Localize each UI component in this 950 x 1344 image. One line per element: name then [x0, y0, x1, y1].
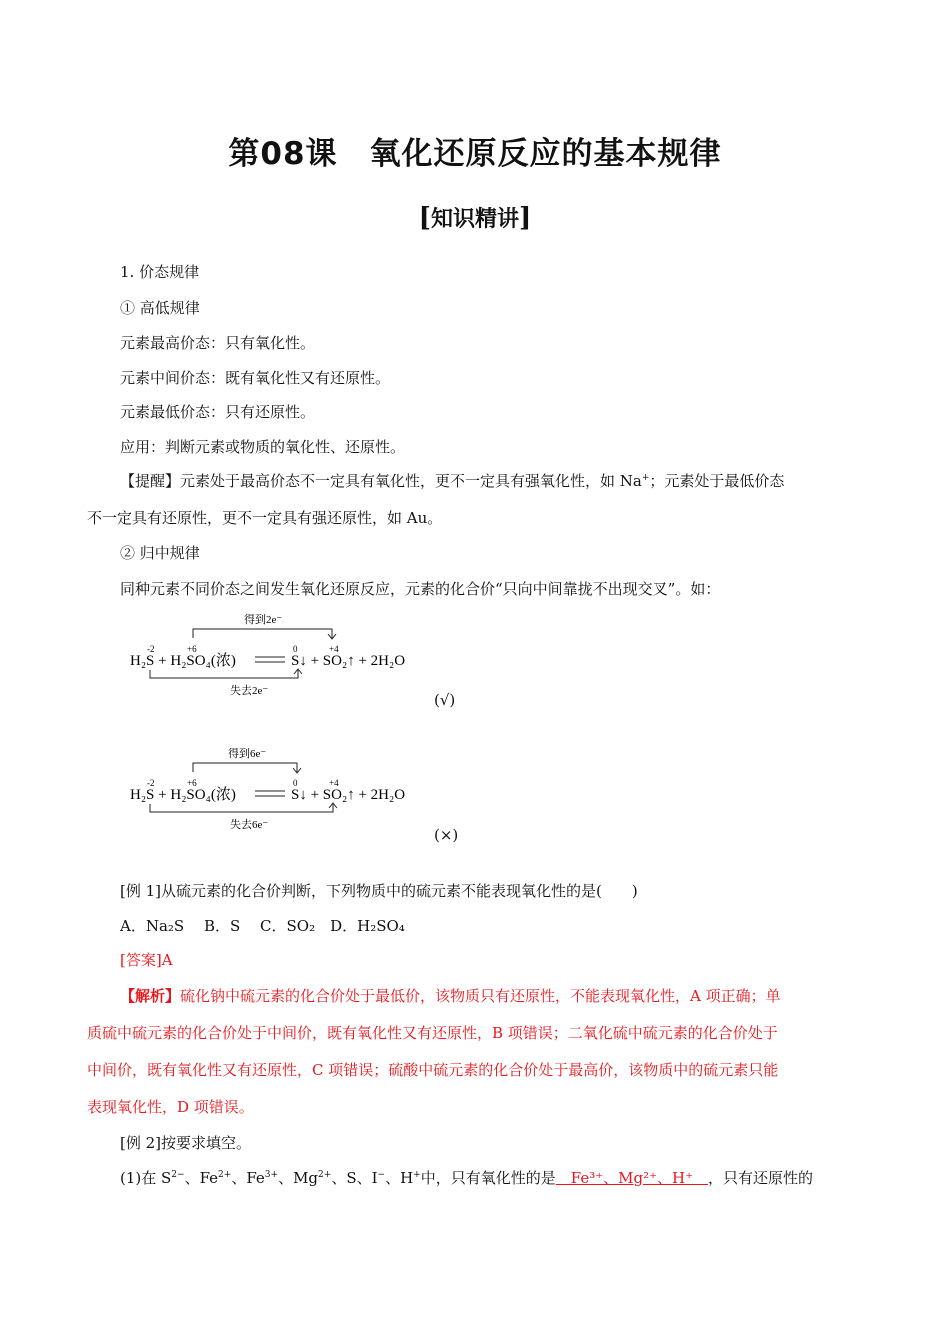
example-1-options: A．Na₂S B．S C．SO₂ D．H₂SO₄ [120, 917, 405, 935]
text-fragment: (1)在 S [120, 1169, 172, 1187]
tip-text: ；元素处于最低价态 [649, 472, 785, 490]
analysis-text: 硫化钠中硫元素的化合价处于最低价，该物质只有还原性，不能表现氧化性，A 项正确；单 [180, 987, 781, 1005]
analysis-line: 中间价，既有氧化性又有还原性，C 项错误；硫酸中硫元素的化合价处于最高价，该物质中的硫元素只能 [87, 1061, 779, 1079]
electron-loss-label: 失去6e⁻ [230, 819, 269, 831]
superscript: 2− [171, 1170, 185, 1180]
correct-mark: (√) [434, 691, 456, 709]
section-heading [0, 202, 950, 233]
gain-bracket [193, 629, 332, 638]
ox-state: +6 [187, 644, 197, 654]
subrule-heading-1: ① 高低规律 [120, 299, 200, 317]
text-line: 应用：判断元素或物质的氧化性、还原性。 [120, 438, 406, 456]
example-2-part-1 [120, 1168, 813, 1188]
loss-bracket [150, 670, 298, 678]
text-fragment: 、Mg [278, 1169, 319, 1187]
redox-equation-diagram-1 [120, 608, 430, 703]
text-fragment: 、Fe [184, 1169, 219, 1187]
ox-state: 0 [293, 644, 298, 654]
page-title: 第08课 氧化还原反应的基本规律 [228, 136, 722, 172]
example-1-answer: [答案]A [120, 951, 173, 969]
superscript: − [377, 1170, 386, 1180]
text-line: 同种元素不同价态之间发生氧化还原反应，元素的化合价“只向中间靠拢不出现交叉”。如： [120, 580, 721, 598]
gain-bracket [193, 763, 297, 772]
electron-gain-label: 得到6e⁻ [228, 748, 267, 760]
equation-rhs: S↓ + SO₂↑ + 2H₂O [291, 787, 406, 803]
text-line: 元素最高价态：只有氧化性。 [120, 334, 316, 352]
ox-state: -2 [147, 778, 155, 788]
superscript: + [413, 1170, 421, 1180]
ox-state: +4 [329, 644, 339, 654]
analysis-label: 【解析】 [120, 987, 181, 1005]
superscript: 2+ [318, 1170, 332, 1180]
text-fragment: 中，只有氧化性的是 [420, 1169, 556, 1187]
text-fragment: ，只有还原性的 [708, 1169, 814, 1187]
equation-lhs: H₂S + H₂SO₄(浓) [130, 787, 236, 803]
tip-line-2: 不一定具有还原性，更不一定具有强还原性，如 Au。 [87, 509, 443, 527]
text-line: 元素中间价态：既有氧化性又有还原性。 [120, 369, 391, 387]
electron-loss-label: 失去2e⁻ [230, 685, 269, 697]
fill-in-answer: Fe³⁺、Mg²⁺、H⁺ [555, 1169, 709, 1187]
ox-state: +6 [187, 778, 197, 788]
example-1-question: [例 1]从硫元素的化合价判断，下列物质中的硫元素不能表现氧化性的是( ) [120, 882, 638, 900]
wrong-mark: (×) [434, 826, 459, 844]
equation-lhs: H₂S + H₂SO₄(浓) [130, 653, 236, 669]
subrule-heading-2: ② 归中规律 [120, 544, 200, 562]
text-line: 元素最低价态：只有还原性。 [120, 403, 316, 421]
ox-state: 0 [293, 778, 298, 788]
text-fragment: 、H [385, 1169, 414, 1187]
loss-bracket [150, 804, 333, 812]
ox-state: +4 [329, 778, 339, 788]
rule-heading: 1. 价态规律 [120, 263, 200, 281]
electron-gain-label: 得到2e⁻ [244, 614, 283, 626]
ox-state: -2 [147, 644, 155, 654]
analysis-line: 表现氧化性，D 项错误。 [87, 1098, 254, 1116]
tip-text: 元素处于最高价态不一定具有氧化性，更不一定具有强氧化性，如 Na [180, 472, 642, 490]
analysis-line [120, 986, 781, 1006]
tip-line [120, 471, 784, 491]
superscript: 2+ [218, 1170, 232, 1180]
bracket-close: ] [519, 203, 532, 233]
example-2-question: [例 2]按要求填空。 [120, 1134, 252, 1152]
equation-rhs: S↓ + SO₂↑ + 2H₂O [291, 653, 406, 669]
text-fragment: 、S、I [331, 1169, 378, 1187]
text-fragment: 、Fe [231, 1169, 265, 1187]
bracket-open: [ [418, 203, 431, 233]
redox-equation-diagram-2 [120, 742, 430, 837]
tip-label: 【提醒】 [120, 472, 181, 490]
analysis-line: 质硫中硫元素的化合价处于中间价，既有氧化性又有还原性，B 项错误；二氧化硫中硫元素的化合价处于 [87, 1024, 778, 1042]
superscript: + [641, 473, 650, 483]
section-heading-text: 知识精讲 [430, 206, 519, 232]
superscript: 3+ [264, 1170, 279, 1180]
